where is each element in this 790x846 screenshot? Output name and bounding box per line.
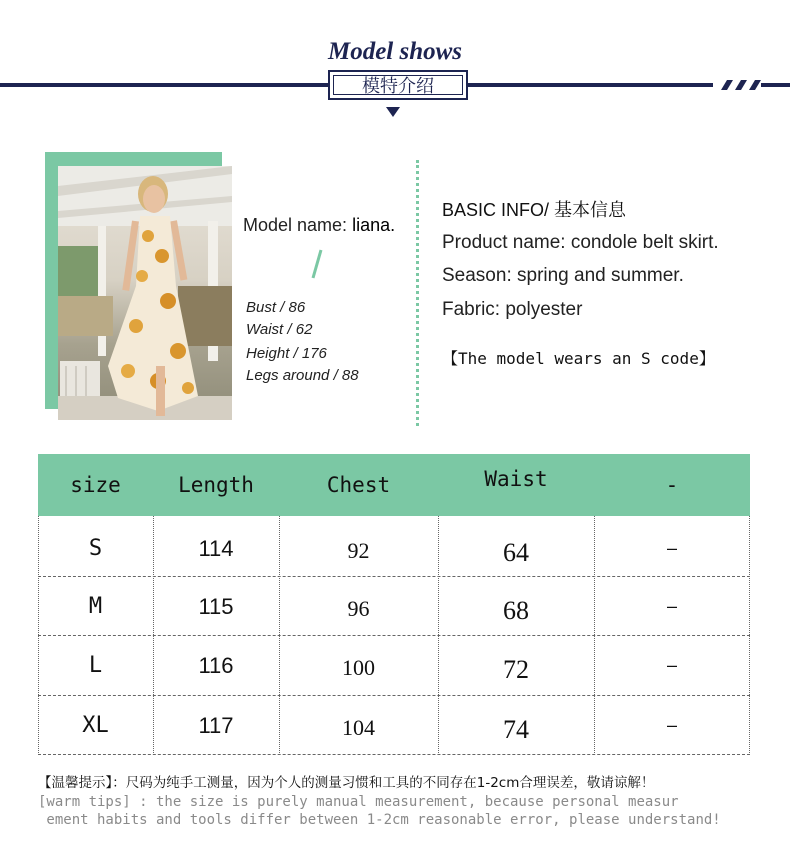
- cell-chest: 100: [342, 655, 375, 680]
- cell-size: XL: [82, 713, 109, 738]
- model-wears-size: 【The model wears an S code】: [442, 349, 715, 368]
- cell-size: L: [88, 653, 103, 678]
- table-row: [38, 576, 750, 635]
- model-photo: [58, 166, 232, 420]
- cell-chest: 92: [347, 538, 370, 563]
- table-border-bottom: [38, 754, 750, 755]
- cell-chest: 96: [347, 596, 370, 621]
- cell-waist: 68: [503, 596, 529, 625]
- header-chest: Chest: [326, 473, 391, 497]
- header-size: size: [70, 473, 121, 497]
- cell-extra: –: [666, 596, 677, 616]
- section-subtitle: 模特介绍: [333, 75, 463, 95]
- cell-waist: 74: [503, 715, 529, 744]
- model-name-value: liana.: [352, 215, 396, 235]
- fabric: Fabric: polyester: [442, 299, 583, 320]
- warm-tips-english-line2: ement habits and tools differ between 1-2cm reasonable error, please understand!: [38, 812, 721, 828]
- model-name-label: Model name:: [243, 215, 348, 235]
- size-table: [38, 454, 750, 755]
- cell-length: 116: [198, 653, 234, 678]
- table-row: [38, 516, 750, 576]
- basic-info-heading: BASIC INFO/ 基本信息: [442, 200, 627, 220]
- cell-waist: 64: [503, 538, 529, 567]
- cell-length: 115: [198, 594, 234, 619]
- header-waist: Waist: [484, 467, 548, 491]
- cell-extra: –: [666, 538, 677, 558]
- table-row: [38, 635, 750, 695]
- size-table-header: [38, 454, 750, 516]
- season: Season: spring and summer.: [442, 265, 684, 286]
- cell-length: 114: [198, 536, 234, 561]
- warm-tips-english-line1: [warm tips] : the size is purely manual measurement, because personal measur: [38, 794, 679, 810]
- warm-tips-chinese: 【温馨提示】：尺码为纯手工测量，因为个人的测量习惯和工具的不同存在1-2cm合理误差，敬请谅解！: [38, 775, 655, 791]
- cell-extra: –: [666, 655, 677, 675]
- cell-size: S: [88, 536, 103, 561]
- model-measurement-height: Height / 176: [246, 345, 327, 362]
- vertical-dotted-divider: [416, 160, 419, 426]
- model-measurement-waist: Waist / 62: [246, 321, 313, 338]
- table-row: [38, 695, 750, 754]
- model-measurement-legs: Legs around / 88: [246, 367, 359, 384]
- section-subtitle-box: [328, 70, 468, 100]
- header-rule-right: [468, 83, 713, 87]
- header-extra: -: [665, 473, 679, 497]
- cell-size: M: [88, 594, 103, 619]
- header-length: Length: [178, 473, 254, 497]
- divider-slash-decoration: [310, 248, 324, 280]
- header-stripes-decoration: [713, 78, 790, 92]
- model-measurement-bust: Bust / 86: [246, 299, 306, 316]
- triangle-down-icon: [386, 107, 400, 117]
- model-name: [243, 215, 395, 236]
- cell-extra: –: [666, 715, 677, 735]
- product-name: Product name: condole belt skirt.: [442, 232, 719, 253]
- cell-waist: 72: [503, 655, 529, 684]
- cell-length: 117: [198, 713, 234, 738]
- cell-chest: 104: [342, 715, 375, 740]
- section-title: Model shows: [327, 38, 463, 65]
- header-rule-left: [0, 83, 330, 87]
